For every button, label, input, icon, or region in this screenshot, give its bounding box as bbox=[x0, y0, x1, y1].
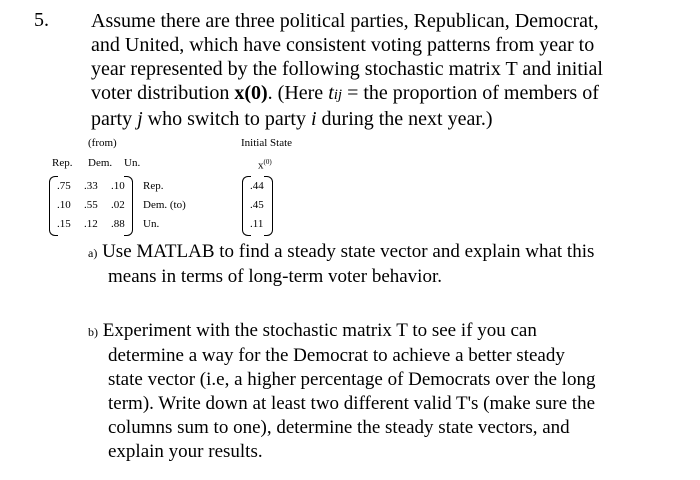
col-header-un: Un. bbox=[124, 157, 141, 169]
part-b-line-2: determine a way for the Democrat to achieve a better steady bbox=[108, 345, 565, 366]
problem-statement bbox=[91, 9, 631, 131]
part-b-line-3: state vector (i.e, a higher percentage of Democrats over the long bbox=[108, 369, 596, 390]
problem-number: 5. bbox=[34, 9, 49, 31]
part-b-line-5: columns sum to one), determine the steady state vectors, and bbox=[108, 417, 570, 438]
part-b bbox=[88, 319, 595, 464]
matrix-cell: .55 bbox=[84, 199, 98, 211]
vector-cell: .45 bbox=[250, 199, 264, 211]
part-b-marker: b) bbox=[88, 325, 98, 339]
part-b-line-6: explain your results. bbox=[108, 441, 263, 462]
matrix-cell: .15 bbox=[57, 218, 71, 230]
matrix-cell: .75 bbox=[57, 180, 71, 192]
intro-line-2: and United, which have consistent voting patterns from year to bbox=[91, 34, 595, 56]
matrix-cell: .12 bbox=[84, 218, 98, 230]
x0-label: $x^{(0)}$ bbox=[258, 158, 272, 172]
from-label: (from) bbox=[88, 137, 117, 149]
matrix-cell: .88 bbox=[111, 218, 125, 230]
matrix-cell: .02 bbox=[111, 199, 125, 211]
part-b-line-1: Experiment with the stochastic matrix T to see if you can bbox=[98, 320, 537, 341]
col-header-rep: Rep. bbox=[52, 157, 73, 169]
row-label-rep: Rep. bbox=[143, 180, 164, 192]
vector-cell: .44 bbox=[250, 180, 264, 192]
part-a-line-1: Use MATLAB to find a steady state vector and explain what this bbox=[97, 241, 595, 262]
part-b-line-4: term). Write down at least two different valid T's (make sure the bbox=[108, 393, 596, 414]
row-label-un: Un. bbox=[143, 218, 160, 230]
intro-line-5: party j who switch to party i during the next year.) bbox=[91, 108, 493, 130]
intro-line-1: Assume there are three political parties, Republican, Democrat, bbox=[91, 10, 599, 32]
matrix-right-bracket bbox=[124, 176, 133, 236]
matrix-cell: .10 bbox=[111, 180, 125, 192]
row-label-dem: Dem. (to) bbox=[143, 199, 186, 211]
vector-cell: .11 bbox=[250, 218, 264, 230]
intro-line-3: year represented by the following stochastic matrix T and initial bbox=[91, 58, 603, 80]
initial-vector-symbol: x(0) bbox=[234, 82, 268, 104]
col-header-dem: Dem. bbox=[88, 157, 113, 169]
part-a-line-2: means in terms of long-term voter behavior. bbox=[108, 266, 442, 287]
vector-right-bracket bbox=[264, 176, 273, 236]
matrix-cell: .10 bbox=[57, 199, 71, 211]
intro-line-4: voter distribution x(0). (Here tij = the proportion of members of bbox=[91, 82, 599, 104]
part-a bbox=[88, 240, 594, 289]
matrix-cell: .33 bbox=[84, 180, 98, 192]
part-a-marker: a) bbox=[88, 246, 98, 260]
initial-state-label: Initial State bbox=[241, 137, 293, 149]
